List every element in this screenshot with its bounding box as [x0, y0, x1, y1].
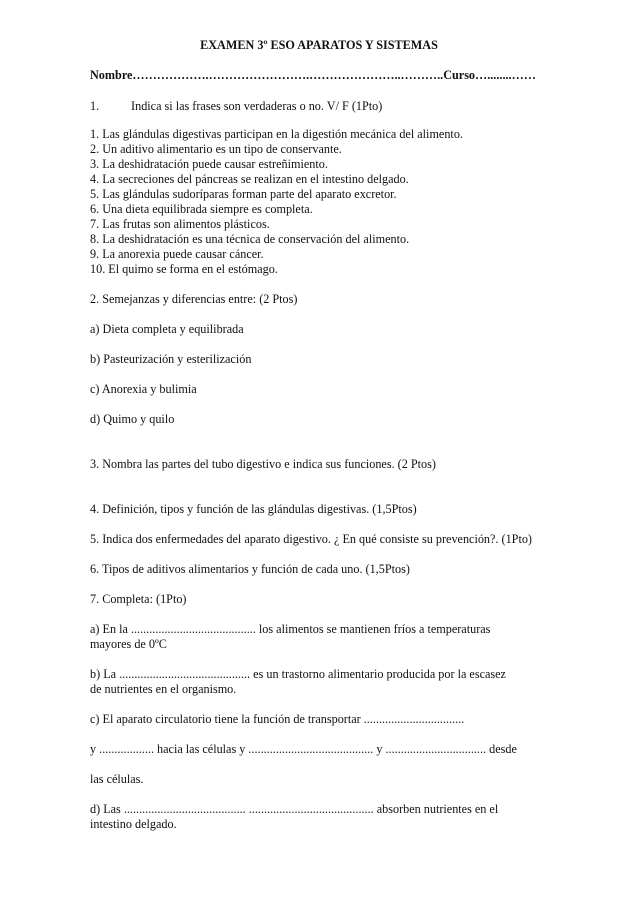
- q3-prompt: 3. Nombra las partes del tubo digestivo e indica sus funciones. (2 Ptos): [90, 457, 436, 471]
- q2-item-b: b) Pasteurización y esterilización: [90, 352, 252, 366]
- q5-prompt: 5. Indica dos enfermedades del aparato digestivo. ¿ En qué consiste su prevención?. (1Pto): [90, 532, 532, 546]
- q1-item-10: 10. El quimo se forma en el estómago.: [90, 262, 278, 276]
- q2-item-c: c) Anorexia y bulimia: [90, 382, 197, 396]
- q1-item-8: 8. La deshidratación es una técnica de conservación del alimento.: [90, 232, 410, 246]
- q1-item-2: 2. Un aditivo alimentario es un tipo de conservante.: [90, 142, 342, 156]
- q1-item-9: 9. La anorexia puede causar cáncer.: [90, 247, 264, 261]
- name-course-line: Nombre……………….…………………….…………………..………..Curso…........……: [90, 68, 536, 82]
- q7-b-line1: b) La ........................................... es un trastorno alimentario producida por la escasez: [90, 667, 506, 681]
- q1-item-1: 1. Las glándulas digestivas participan en la digestión mecánica del alimento.: [90, 127, 463, 141]
- q1-item-5: 5. Las glándulas sudoríparas forman parte del aparato excretor.: [90, 187, 397, 201]
- q2-item-a: a) Dieta completa y equilibrada: [90, 322, 244, 336]
- q7-prompt: 7. Completa: (1Pto): [90, 592, 187, 606]
- q7-a-line1: a) En la ......................................... los alimentos se mantienen fríos a temperaturas: [90, 622, 491, 636]
- q1-prompt: Indica si las frases son verdaderas o no. V/ F (1Pto): [131, 99, 383, 113]
- q7-b-line2: de nutrientes en el organismo.: [90, 682, 237, 696]
- q7-c-line2: y .................. hacia las células y ......................................... y ................................. desde: [90, 742, 517, 756]
- q7-c-line3: las células.: [90, 772, 144, 786]
- q7-d-line1: d) Las ........................................ ......................................... absorben nutrientes en el: [90, 802, 499, 816]
- q7-a-line2: mayores de 0ºC: [90, 637, 167, 651]
- q6-prompt: 6. Tipos de aditivos alimentarios y función de cada uno. (1,5Ptos): [90, 562, 410, 576]
- q1-item-3: 3. La deshidratación puede causar estreñimiento.: [90, 157, 328, 171]
- q1-item-7: 7. Las frutas son alimentos plásticos.: [90, 217, 270, 231]
- q2-prompt: 2. Semejanzas y diferencias entre: (2 Ptos): [90, 292, 298, 306]
- q1-number: 1.: [90, 99, 100, 113]
- q4-prompt: 4. Definición, tipos y función de las glándulas digestivas. (1,5Ptos): [90, 502, 417, 516]
- exam-title: EXAMEN 3º ESO APARATOS Y SISTEMAS: [200, 38, 438, 52]
- q1-heading: [90, 99, 560, 114]
- q1-item-6: 6. Una dieta equilibrada siempre es completa.: [90, 202, 313, 216]
- q2-item-d: d) Quimo y quilo: [90, 412, 175, 426]
- q7-d-line2: intestino delgado.: [90, 817, 177, 831]
- q7-c-line1: c) El aparato circulatorio tiene la función de transportar .................................: [90, 712, 465, 726]
- q1-item-4: 4. La secreciones del páncreas se realizan en el intestino delgado.: [90, 172, 409, 186]
